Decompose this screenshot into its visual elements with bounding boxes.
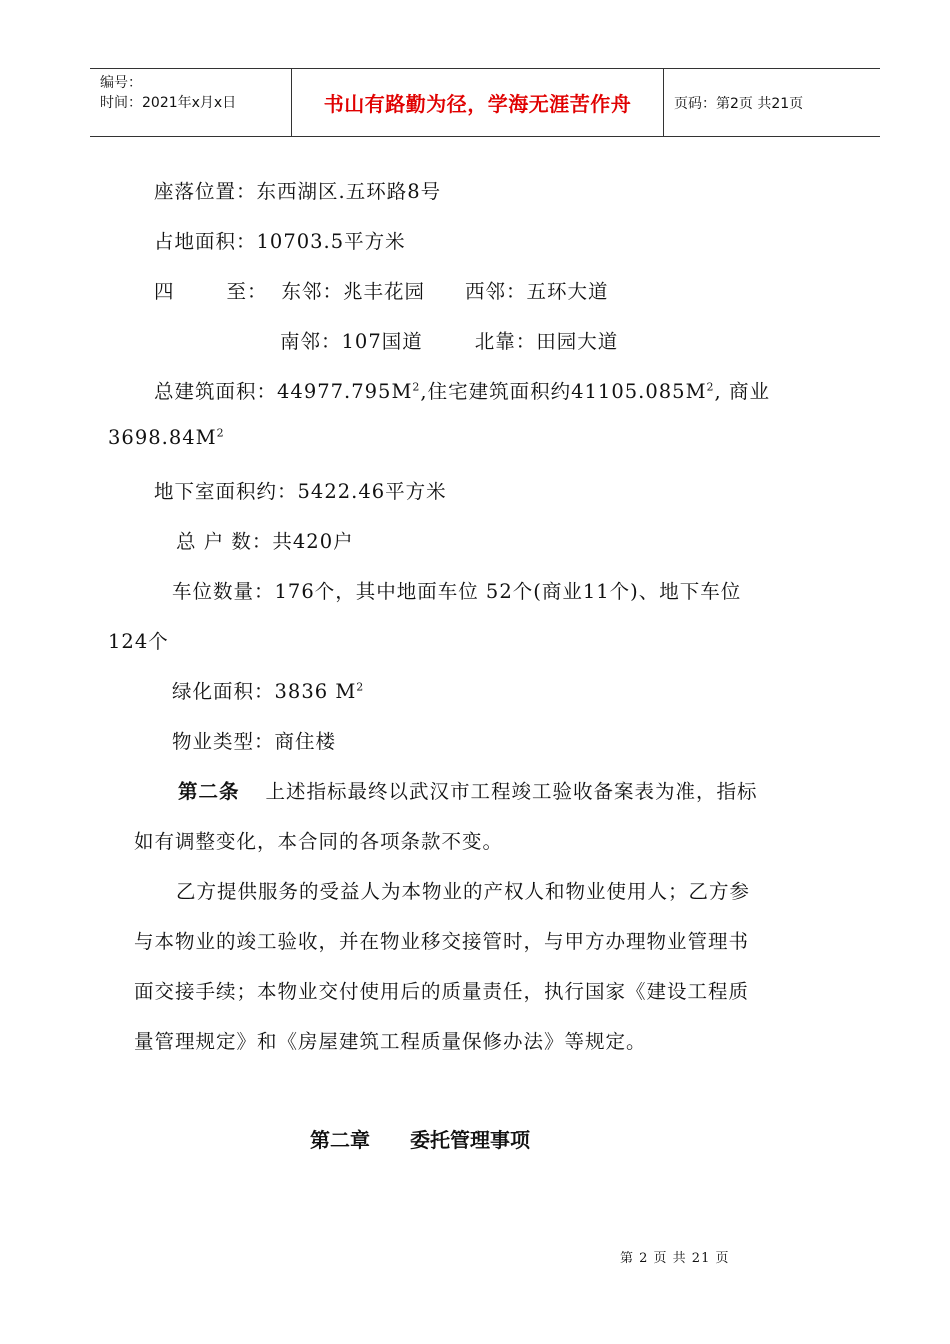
north-neighbor: 北靠：田园大道 (474, 330, 619, 353)
article-2-title: 第二条 (178, 780, 240, 803)
doc-number: 编号： (100, 75, 142, 91)
south-neighbor: 南邻：107国道 (280, 330, 423, 353)
total-area-text: 总建筑面积：44977.795M (154, 380, 413, 403)
doc-time: 时间：2021年x月x日 (100, 95, 237, 111)
paragraph-line-4: 量管理规定》和《房屋建筑工程质量保修办法》等规定。 (134, 1030, 647, 1053)
header-page-info: 页码：第2页 共21页 (674, 95, 804, 112)
paragraph-line-1: 乙方提供服务的受益人为本物业的产权人和物业使用人；乙方参 (176, 880, 751, 903)
west-neighbor: 西邻：五环大道 (465, 280, 609, 303)
east-neighbor: 东邻：兆丰花园 (281, 280, 426, 303)
basement-line: 地下室面积约：5422.46平方米 (154, 480, 447, 503)
chapter-heading (310, 1124, 530, 1153)
land-area-line: 占地面积：10703.5平方米 (154, 230, 406, 253)
commercial-area-text: 3698.84M (108, 426, 217, 449)
superscript-2: 2 (216, 426, 225, 440)
total-area-line (154, 376, 770, 404)
chapter-number: 第二章 (310, 1128, 370, 1152)
boundaries-line (154, 276, 609, 304)
households-line: 总 户 数：共420户 (176, 530, 354, 553)
parking-line: 车位数量：176个，其中地面车位 52个(商业11个)、地下车位 (172, 580, 742, 603)
location-line: 座落位置：东西湖区.五环路8号 (154, 180, 442, 203)
header-meta (90, 69, 292, 136)
article-2-line-2: 如有调整变化，本合同的各项条款不变。 (134, 830, 504, 853)
superscript-2: 2 (706, 380, 715, 394)
green-area-text: 绿化面积：3836 M (172, 680, 357, 703)
header-slogan-cell (292, 69, 664, 136)
page-header (90, 68, 880, 137)
article-2-line-1 (178, 776, 758, 804)
superscript-2: 2 (412, 380, 421, 394)
commercial-label: , 商业 (714, 380, 770, 403)
parking-line-2: 124个 (108, 630, 169, 653)
header-slogan: 书山有路勤为径，学海无涯苦作舟 (323, 92, 632, 116)
residential-area-text: ,住宅建筑面积约41105.085M (420, 380, 707, 403)
paragraph-line-3: 面交接手续；本物业交付使用后的质量责任，执行国家《建设工程质 (134, 980, 750, 1003)
green-area-line (172, 676, 364, 704)
superscript-2: 2 (356, 680, 365, 694)
paragraph-line-2: 与本物业的竣工验收，并在物业移交接管时，与甲方办理物业管理书 (134, 930, 750, 953)
commercial-area-line (108, 426, 225, 449)
page-footer: 第 2 页 共 21 页 (620, 1251, 730, 1266)
boundaries-label-b: 至： (226, 280, 268, 303)
boundaries-line-2 (280, 326, 618, 354)
property-type-line: 物业类型：商住楼 (172, 730, 337, 753)
chapter-title: 委托管理事项 (410, 1128, 530, 1152)
boundaries-label-a: 四 (154, 280, 175, 303)
article-2-text: 上述指标最终以武汉市工程竣工验收备案表为准，指标 (265, 780, 758, 803)
